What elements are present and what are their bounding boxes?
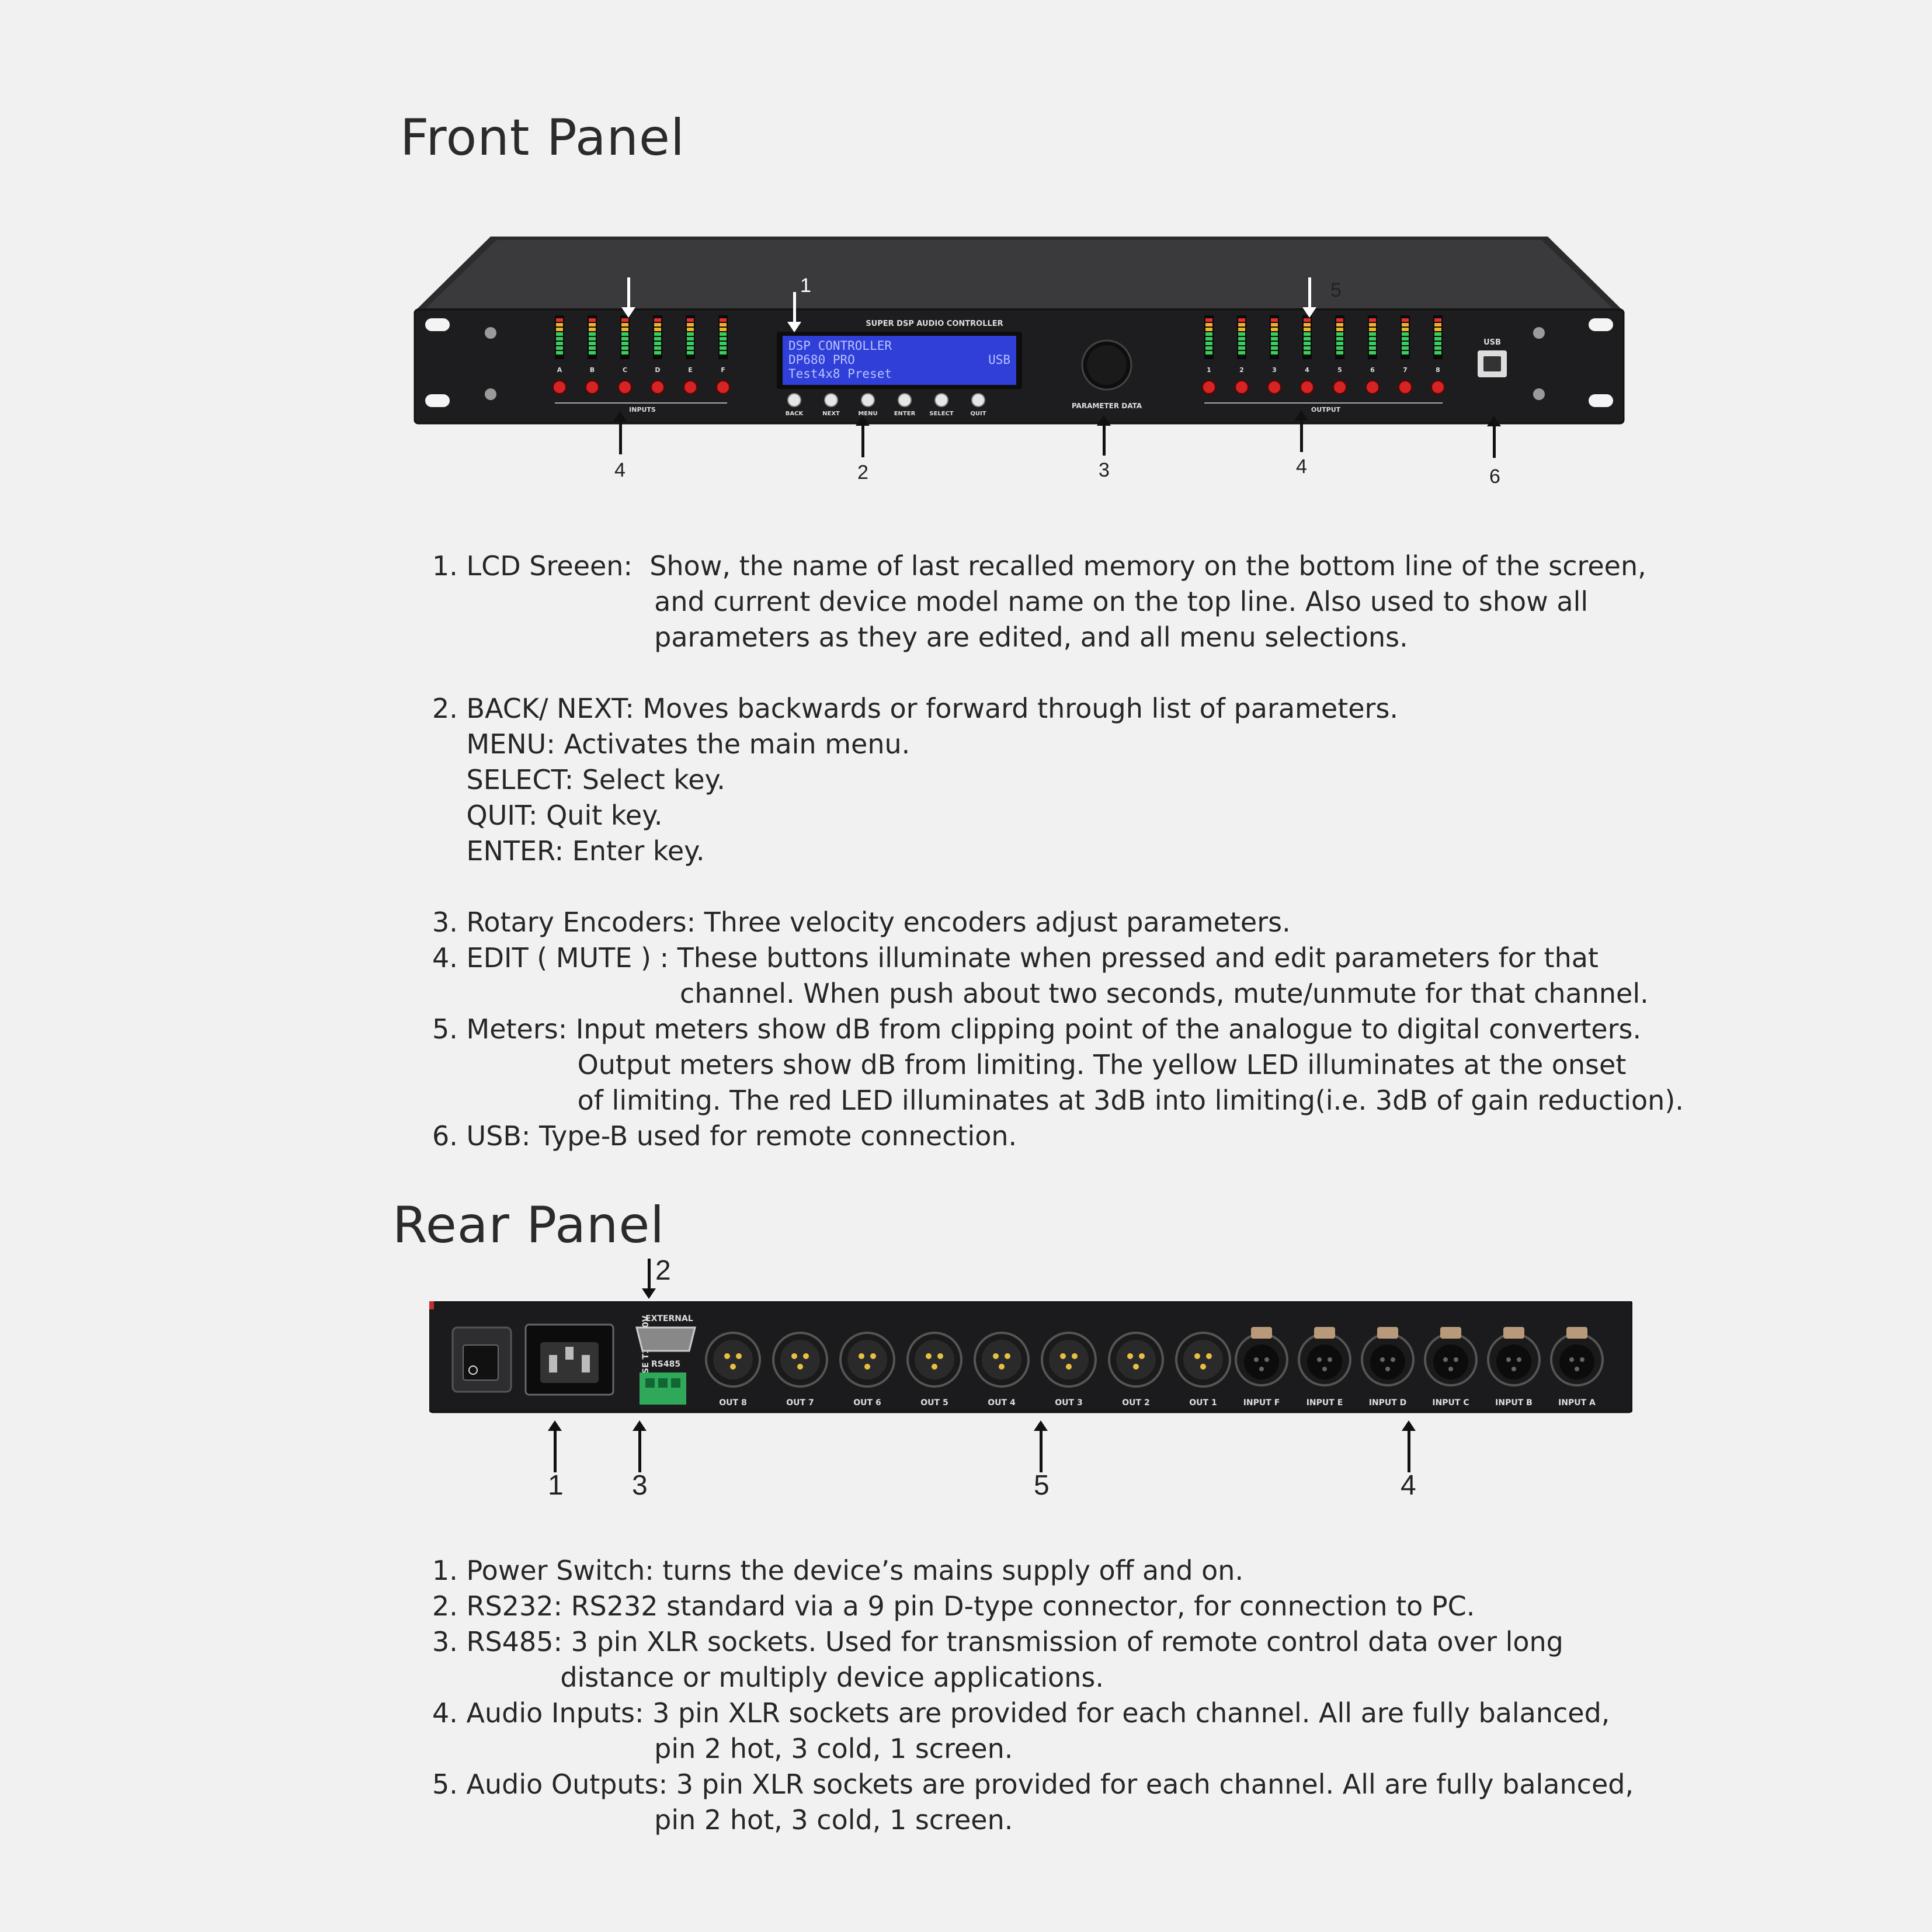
rear-descriptions [432,1553,1634,1838]
rear-desc-line: pin 2 hot, 3 cold, 1 screen. [432,1733,1013,1764]
callout-arrow-knob [1103,423,1106,456]
rear-callout-label-5: 5 [1034,1470,1050,1501]
edit-mute-button[interactable] [1366,381,1379,394]
callout-label-4b: 4 [1296,456,1307,478]
next-button[interactable] [825,394,838,406]
meter-strip [1368,315,1377,359]
rear-callout-label-2: 2 [655,1255,671,1286]
button-label: MENU [858,411,878,417]
usb-label: USB [1483,338,1501,347]
callout-arrow-rs232 [648,1259,651,1291]
lcd-line-3: Test4x8 Preset [788,367,892,381]
button-label: QUIT [970,411,986,417]
menu-button[interactable] [861,394,874,406]
front-desc-line: 1. LCD Sreeen: Show, the name of last recalled memory on the bottom line of the screen, [432,550,1646,582]
callout-label-1: 1 [800,274,811,297]
callout-arrow-meters-in [627,277,630,310]
callout-label-6: 6 [1489,465,1500,488]
button-label: BACK [785,411,804,417]
front-header-label: SUPER DSP AUDIO CONTROLLER [866,319,1003,328]
output-connector-label: OUT 2 [1122,1398,1150,1408]
meter-strip [1270,315,1279,359]
output-connector-label: OUT 1 [1189,1398,1217,1408]
callout-label-3: 3 [1099,459,1110,481]
channel-label: 7 [1403,366,1408,374]
front-desc-line: 5. Meters: Input meters show dB from clipping point of the analogue to digital converters. [432,1013,1642,1045]
rs232-db9-connector[interactable] [637,1328,695,1351]
channel-label: A [557,366,562,374]
lcd-usb-indicator: USB [988,353,1010,367]
channel-label: 2 [1239,366,1244,374]
edit-mute-button[interactable] [1203,381,1215,394]
front-desc-line: SELECT: Select key. [432,764,725,795]
edit-mute-button[interactable] [1333,381,1346,394]
channel-label: 3 [1272,366,1277,374]
rear-callout-arrow-power [554,1429,557,1472]
front-desc-line: 2. BACK/ NEXT: Moves backwards or forward through list of parameters. [432,693,1399,724]
rear-panel-title: Rear Panel [392,1196,665,1255]
front-desc-line: 3. Rotary Encoders: Three velocity encoders adjust parameters. [432,906,1291,938]
rear-desc-line: pin 2 hot, 3 cold, 1 screen. [432,1804,1013,1836]
channel-label: 6 [1370,366,1375,374]
edit-mute-button[interactable] [1301,381,1314,394]
channel-label: 5 [1337,366,1342,374]
output-connector-label: OUT 7 [786,1398,814,1408]
input-connector-label: INPUT D [1368,1398,1407,1408]
front-desc-line: 4. EDIT ( MUTE ) : These buttons illuminate when pressed and edit parameters for that [432,942,1599,974]
callout-arrow-output-buttons [1300,418,1303,452]
callout-arrow-usb [1493,424,1496,458]
rear-desc-line: 5. Audio Outputs: 3 pin XLR sockets are provided for each channel. All are fully balanced, [432,1768,1634,1800]
meter-strip [653,315,662,359]
edit-mute-button[interactable] [553,381,566,394]
button-label: ENTER [894,411,916,417]
rs485-label: RS485 [651,1360,681,1369]
callout-arrow-meters-out [1308,277,1311,310]
parameter-data-label: PARAMETER DATA [1071,402,1142,410]
rear-callout-label-3: 3 [632,1470,648,1501]
callout-arrow-nav-buttons [861,423,864,457]
parameter-data-knob[interactable] [1082,340,1131,390]
lcd-line-1: DSP CONTROLLER [788,339,892,353]
meter-strip [555,315,564,359]
front-desc-line: ENTER: Enter key. [432,835,705,867]
enter-button[interactable] [898,394,911,406]
callout-arrow-lcd [793,292,796,324]
input-connector-label: INPUT F [1243,1398,1280,1408]
output-label: OUTPUT [1311,406,1341,413]
meter-strip [588,315,597,359]
channel-label: C [622,366,628,374]
meter-strip [1204,315,1214,359]
meter-strip [1302,315,1312,359]
channel-label: 4 [1305,366,1309,374]
external-label: EXTERNAL [645,1314,693,1323]
select-button[interactable] [935,394,948,406]
edit-mute-button[interactable] [1235,381,1248,394]
input-connector-label: INPUT B [1495,1398,1533,1408]
input-connector-label: INPUT C [1432,1398,1469,1408]
button-label: SELECT [929,411,954,417]
rear-desc-line: 4. Audio Inputs: 3 pin XLR sockets are provided for each channel. All are fully balanced, [432,1697,1610,1729]
rear-desc-line: distance or multiply device applications. [432,1662,1104,1693]
back-button[interactable] [788,394,801,406]
edit-mute-button[interactable] [684,381,697,394]
front-desc-line: parameters as they are edited, and all menu selections. [432,621,1408,653]
edit-mute-button[interactable] [717,381,729,394]
channel-label: B [589,366,595,374]
usb-port[interactable] [1478,350,1507,377]
channel-label: D [655,366,661,374]
output-connector-label: OUT 3 [1055,1398,1083,1408]
output-connector-label: OUT 8 [719,1398,747,1408]
front-panel-device [409,237,1629,429]
meter-strip [620,315,630,359]
channel-label: 1 [1207,366,1211,374]
front-desc-line: and current device model name on the top line. Also used to show all [432,586,1589,617]
inputs-label: INPUTS [629,406,656,413]
front-desc-line [432,869,1684,905]
iec-power-inlet[interactable] [526,1325,613,1395]
meter-strip [1335,315,1344,359]
front-descriptions [432,548,1684,1154]
callout-arrow-input-buttons [619,419,622,454]
front-desc-line [432,655,1684,691]
output-connector-label: OUT 5 [920,1398,948,1408]
front-desc-line: MENU: Activates the main menu. [432,728,911,760]
meter-strip [1433,315,1443,359]
power-switch[interactable] [453,1328,511,1392]
front-desc-line: Output meters show dB from limiting. The yellow LED illuminates at the onset [432,1049,1627,1080]
channel-label: E [688,366,693,374]
edit-mute-button[interactable] [1268,381,1281,394]
input-connector-label: INPUT A [1558,1398,1596,1408]
front-panel-title: Front Panel [400,109,685,167]
meter-strip [718,315,728,359]
rear-callout-label-1: 1 [548,1470,564,1501]
quit-button[interactable] [972,394,985,406]
edit-mute-button[interactable] [586,381,599,394]
rear-callout-label-4: 4 [1401,1470,1416,1501]
front-desc-line: of limiting. The red LED illuminates at 3dB into limiting(i.e. 3dB of gain reduction). [432,1085,1684,1116]
front-desc-line: 6. USB: Type-B used for remote connection. [432,1120,1017,1152]
front-desc-line: channel. When push about two seconds, mute/unmute for that channel. [432,978,1649,1009]
front-desc-line: QUIT: Quit key. [432,800,663,831]
edit-mute-button[interactable] [1399,381,1412,394]
meter-strip [1401,315,1410,359]
channel-label: 8 [1436,366,1440,374]
rear-panel-device [429,1301,1632,1418]
rear-desc-line: 3. RS485: 3 pin XLR sockets. Used for transmission of remote control data over long [432,1626,1563,1658]
callout-label-5: 5 [1330,279,1342,301]
channel-label: F [721,366,725,374]
lcd-line-2: DP680 PRO [788,353,855,367]
rear-callout-arrow-inputs [1408,1429,1410,1472]
rs485-terminal-block[interactable] [640,1372,686,1405]
meter-strip [686,315,695,359]
edit-mute-button[interactable] [651,381,664,394]
edit-mute-button[interactable] [1431,381,1444,394]
input-connector-label: INPUT E [1306,1398,1343,1408]
rear-desc-line: 1. Power Switch: turns the device’s mains supply off and on. [432,1555,1244,1586]
button-label: NEXT [822,411,840,417]
meter-strip [1237,315,1246,359]
edit-mute-button[interactable] [618,381,631,394]
rear-desc-line: 2. RS232: RS232 standard via a 9 pin D-type connector, for connection to PC. [432,1590,1475,1622]
rear-callout-arrow-rs485 [638,1429,641,1472]
callout-label-4a: 4 [614,459,626,481]
output-connector-label: OUT 6 [853,1398,881,1408]
output-connector-label: OUT 4 [988,1398,1016,1408]
rear-callout-arrow-outputs [1040,1429,1043,1472]
callout-label-2: 2 [857,461,868,484]
